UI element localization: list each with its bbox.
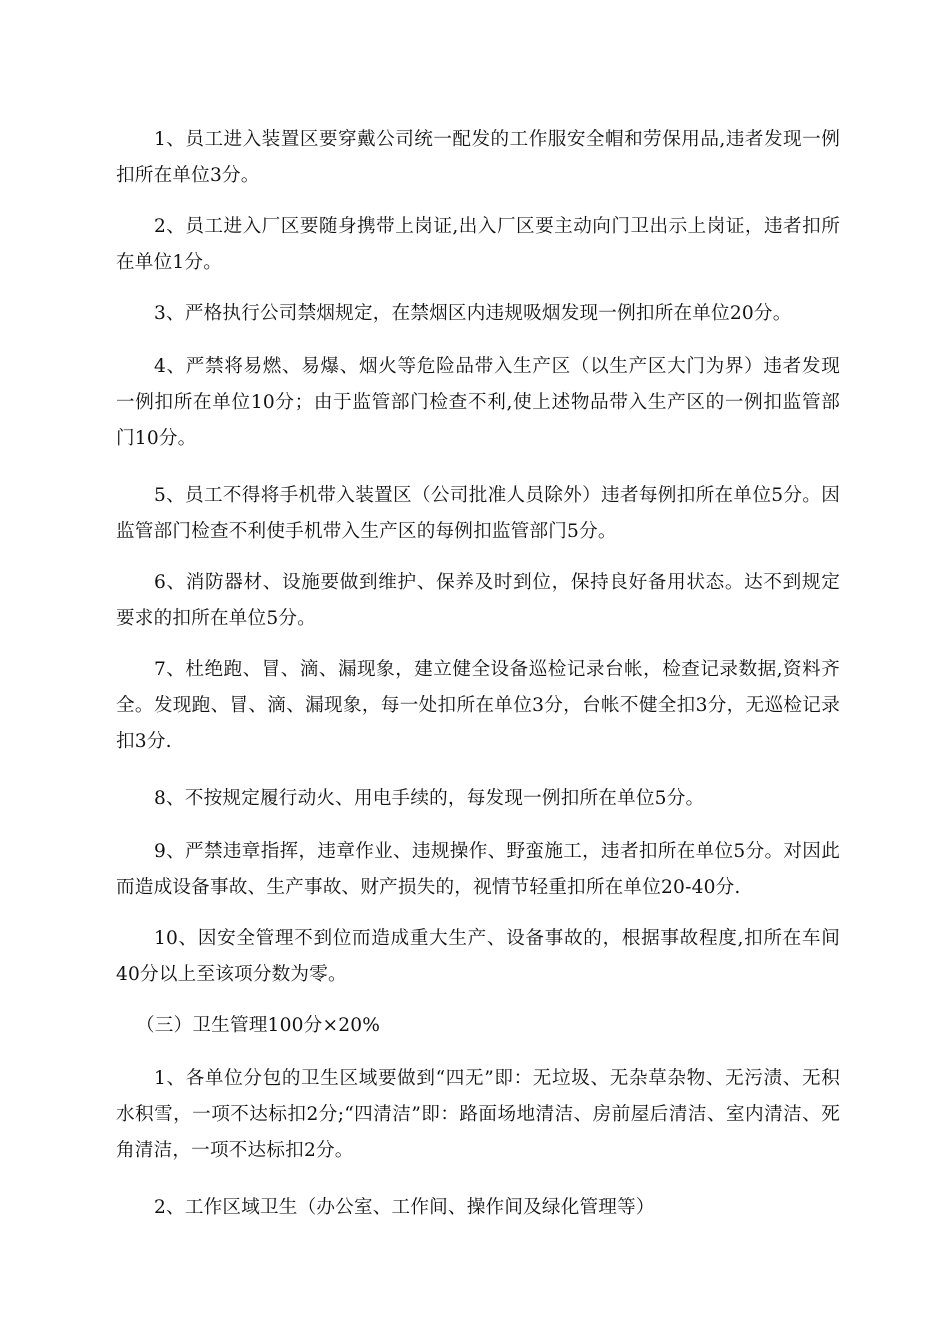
section-heading-hygiene: （三）卫生管理100分×20%	[136, 1015, 381, 1036]
paragraph-rule-6: 6、消防器材、设施要做到维护、保养及时到位，保持良好备用状态。达不到规定要求的扣所在单位5分。	[116, 572, 840, 629]
paragraph-rule-8: 8、不按规定履行动火、用电手续的，每发现一例扣所在单位5分。	[154, 788, 705, 809]
paragraph-rule-4: 4、严禁将易燃、易爆、烟火等危险品带入生产区（以生产区大门为界）违者发现一例扣所在单位10分；由于监管部门检查不利,使上述物品带入生产区的一例扣监管部门10分。	[116, 356, 840, 449]
paragraph-rule-9: 9、严禁违章指挥，违章作业、违规操作、野蛮施工，违者扣所在单位5分。对因此而造成设备事故、生产事故、财产损失的，视情节轻重扣所在单位20-40分.	[116, 841, 840, 898]
paragraph-rule-3: 3、严格执行公司禁烟规定，在禁烟区内违规吸烟发现一例扣所在单位20分。	[154, 303, 792, 324]
paragraph-hygiene-1: 1、各单位分包的卫生区域要做到“四无”即：无垃圾、无杂草杂物、无污渍、无积水积雪，一项不达标扣2分;“四清洁”即：路面场地清洁、房前屋后清洁、室内清洁、死角清洁，一项不达标扣2分。	[116, 1068, 840, 1161]
paragraph-rule-5: 5、员工不得将手机带入装置区（公司批准人员除外）违者每例扣所在单位5分。因监管部门检查不利使手机带入生产区的每例扣监管部门5分。	[116, 485, 840, 542]
paragraph-rule-1: 1、员工进入装置区要穿戴公司统一配发的工作服安全帽和劳保用品,违者发现一例扣所在单位3分。	[116, 129, 840, 186]
paragraph-rule-7: 7、杜绝跑、冒、滴、漏现象，建立健全设备巡检记录台帐，检查记录数据,资料齐全。发现跑、冒、滴、漏现象，每一处扣所在单位3分，台帐不健全扣3分，无巡检记录扣3分.	[116, 659, 840, 752]
paragraph-rule-10: 10、因安全管理不到位而造成重大生产、设备事故的，根据事故程度,扣所在车间40分以上至该项分数为零。	[116, 928, 840, 985]
paragraph-hygiene-2: 2、工作区域卫生（办公室、工作间、操作间及绿化管理等）	[154, 1197, 655, 1218]
paragraph-rule-2: 2、员工进入厂区要随身携带上岗证,出入厂区要主动向门卫出示上岗证，违者扣所在单位1分。	[116, 216, 840, 273]
